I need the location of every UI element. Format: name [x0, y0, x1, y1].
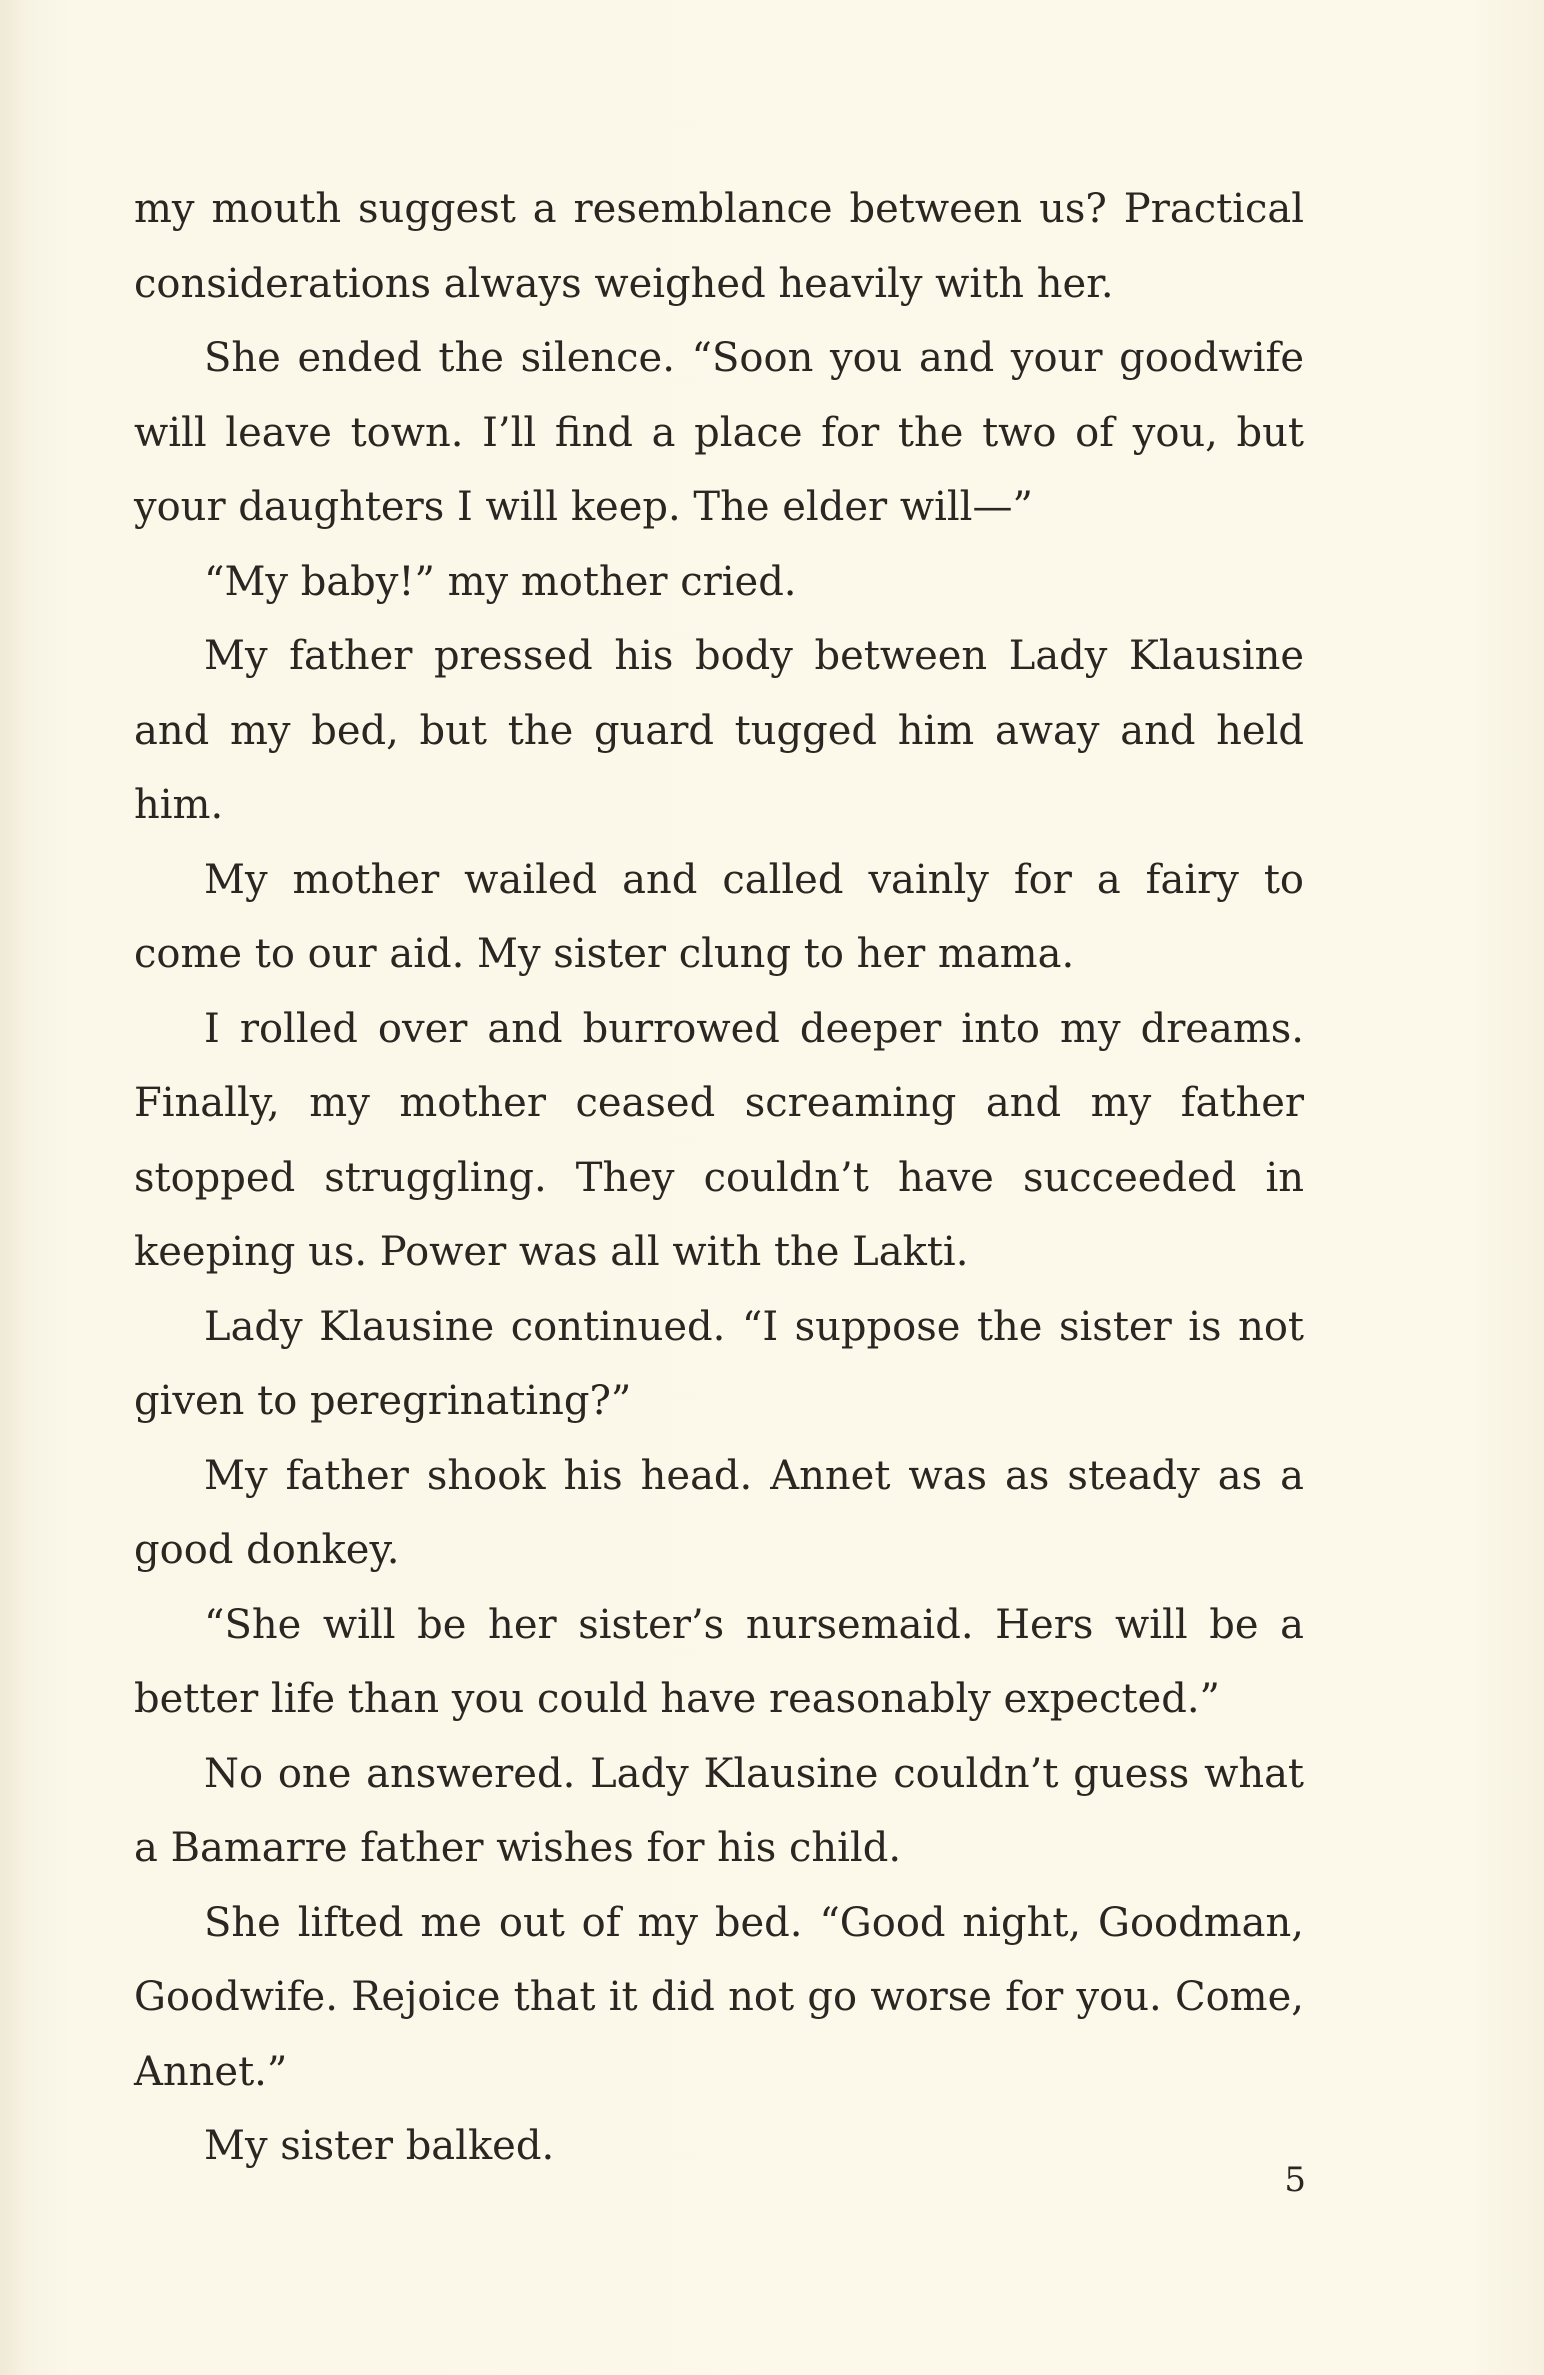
paragraph: I rolled over and burrowed deeper into my dreams. Finally, my mother ceased screaming and my father stopped struggling. They couldn’t have succeeded in keeping us. Power was all with the Lakti.: [134, 1005, 1304, 1275]
paragraph: My father shook his head. Annet was as steady as a good donkey.: [134, 1452, 1304, 1573]
paragraph: She ended the silence. “Soon you and your goodwife will leave town. I’ll find a place for the two of you, but your daughters I will keep. The elder will—”: [134, 335, 1304, 530]
paragraph: my mouth suggest a resemblance between us? Practical considerations always weighed heavily with her.: [134, 186, 1304, 307]
paragraph: No one answered. Lady Klausine couldn’t guess what a Bamarre father wishes for his child.: [134, 1750, 1304, 1871]
paragraph: “She will be her sister’s nursemaid. Hers will be a better life than you could have reasonably expected.”: [134, 1601, 1304, 1722]
paragraph: My sister balked.: [204, 2123, 555, 2169]
paragraph: My father pressed his body between Lady Klausine and my bed, but the guard tugged him away and held him.: [134, 633, 1304, 828]
paragraph: She lifted me out of my bed. “Good night, Goodman, Goodwife. Rejoice that it did not go worse for you. Come, Annet.”: [134, 1899, 1304, 2095]
body-text: [134, 172, 1304, 2184]
paragraph: “My baby!” my mother cried.: [204, 558, 797, 605]
page-number: 5: [1284, 2160, 1306, 2200]
paragraph: My mother wailed and called vainly for a fairy to come to our aid. My sister clung to her mama.: [134, 856, 1304, 977]
paragraph: Lady Klausine continued. “I suppose the sister is not given to peregrinating?”: [134, 1303, 1304, 1424]
